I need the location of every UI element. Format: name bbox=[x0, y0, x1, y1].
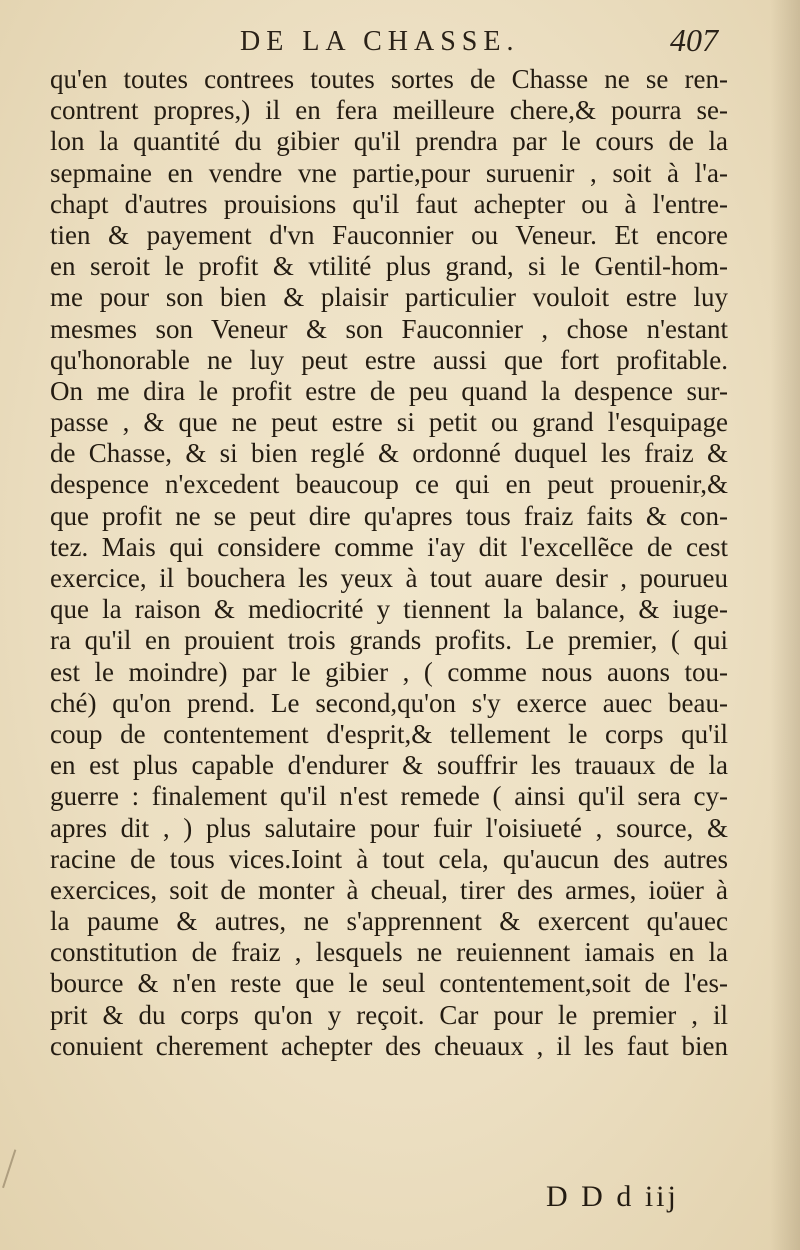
text-line: exercices, soit de monter à cheual, tirer des armes, ioüer à bbox=[50, 874, 728, 905]
text-line: sepmaine en vendre vne partie,pour suruenir , soit à l'a- bbox=[50, 157, 728, 188]
text-line: que la raison & mediocrité y tiennent la balance, & iuge- bbox=[50, 594, 728, 625]
text-line: chapt d'autres prouisions qu'il faut achepter ou à l'entre- bbox=[50, 188, 728, 219]
text-line: lon la quantité du gibier qu'il prendra par le cours de la bbox=[50, 126, 728, 157]
text-line: On me dira le profit estre de peu quand la despence sur- bbox=[50, 375, 728, 406]
text-line: prit & du corps qu'on y reçoit. Car pour le premier , il bbox=[50, 999, 728, 1030]
text-line: la paume & autres, ne s'apprennent & exercent qu'auec bbox=[50, 906, 728, 937]
page-header bbox=[0, 18, 800, 58]
text-line: coup de contentement d'esprit,& tellement le corps qu'il bbox=[50, 718, 728, 749]
text-line: est le moindre) par le gibier , ( comme nous auons tou- bbox=[50, 656, 728, 687]
text-line: ra qu'il en prouient trois grands profits. Le premier, ( qui bbox=[50, 625, 728, 656]
margin-pen-mark bbox=[2, 1149, 24, 1190]
text-line: qu'en toutes contrees toutes sortes de Chasse ne se ren- bbox=[50, 64, 728, 94]
text-line: apres dit , ) plus salutaire pour fuir l'oisiueté , source, & bbox=[50, 812, 728, 843]
text-line: bource & n'en reste que le seul contentement,soit de l'es- bbox=[50, 968, 728, 999]
body-text bbox=[50, 64, 728, 1062]
page-edge-shadow bbox=[770, 0, 800, 1250]
running-head: DE LA CHASSE. bbox=[240, 26, 520, 57]
text-line: despence n'excedent beaucoup ce qui en peut prouenir,& bbox=[50, 469, 728, 500]
text-line: ché) qu'on prend. Le second,qu'on s'y exerce auec beau- bbox=[50, 687, 728, 718]
text-line: guerre : finalement qu'il n'est remede ( ainsi qu'il sera cy- bbox=[50, 781, 728, 812]
text-line: constitution de fraiz , lesquels ne reuiennent iamais en la bbox=[50, 937, 728, 968]
signature-mark: D D d iij bbox=[546, 1180, 679, 1213]
text-line: tien & payement d'vn Fauconnier ou Veneur. Et encore bbox=[50, 219, 728, 250]
text-line: exercice, il bouchera les yeux à tout auare desir , pourueu bbox=[50, 563, 728, 593]
text-line: en seroit le profit & vtilité plus grand, si le Gentil-hom- bbox=[50, 251, 728, 282]
text-line: me pour son bien & plaisir particulier vouloit estre luy bbox=[50, 282, 728, 313]
text-line: contrent propres,) il en fera meilleure chere,& pourra se- bbox=[50, 95, 728, 126]
text-line: qu'honorable ne luy peut estre aussi que fort profitable. bbox=[50, 344, 728, 375]
text-line: tez. Mais qui considere comme i'ay dit l'excellẽce de cest bbox=[50, 531, 728, 562]
text-line: conuient cherement achepter des cheuaux , il les faut bien bbox=[50, 1030, 728, 1061]
text-line: en est plus capable d'endurer & souffrir les trauaux de la bbox=[50, 750, 728, 781]
text-line: passe , & que ne peut estre si petit ou grand l'esquipage bbox=[50, 407, 728, 438]
page-number: 407 bbox=[670, 22, 718, 58]
text-line: mesmes son Veneur & son Fauconnier , chose n'estant bbox=[50, 313, 728, 344]
text-line: que profit ne se peut dire qu'apres tous fraiz faits & con- bbox=[50, 500, 728, 531]
text-line: de Chasse, & si bien reglé & ordonné duquel les fraiz & bbox=[50, 438, 728, 469]
text-line: racine de tous vices.Ioint à tout cela, qu'aucun des autres bbox=[50, 843, 728, 874]
